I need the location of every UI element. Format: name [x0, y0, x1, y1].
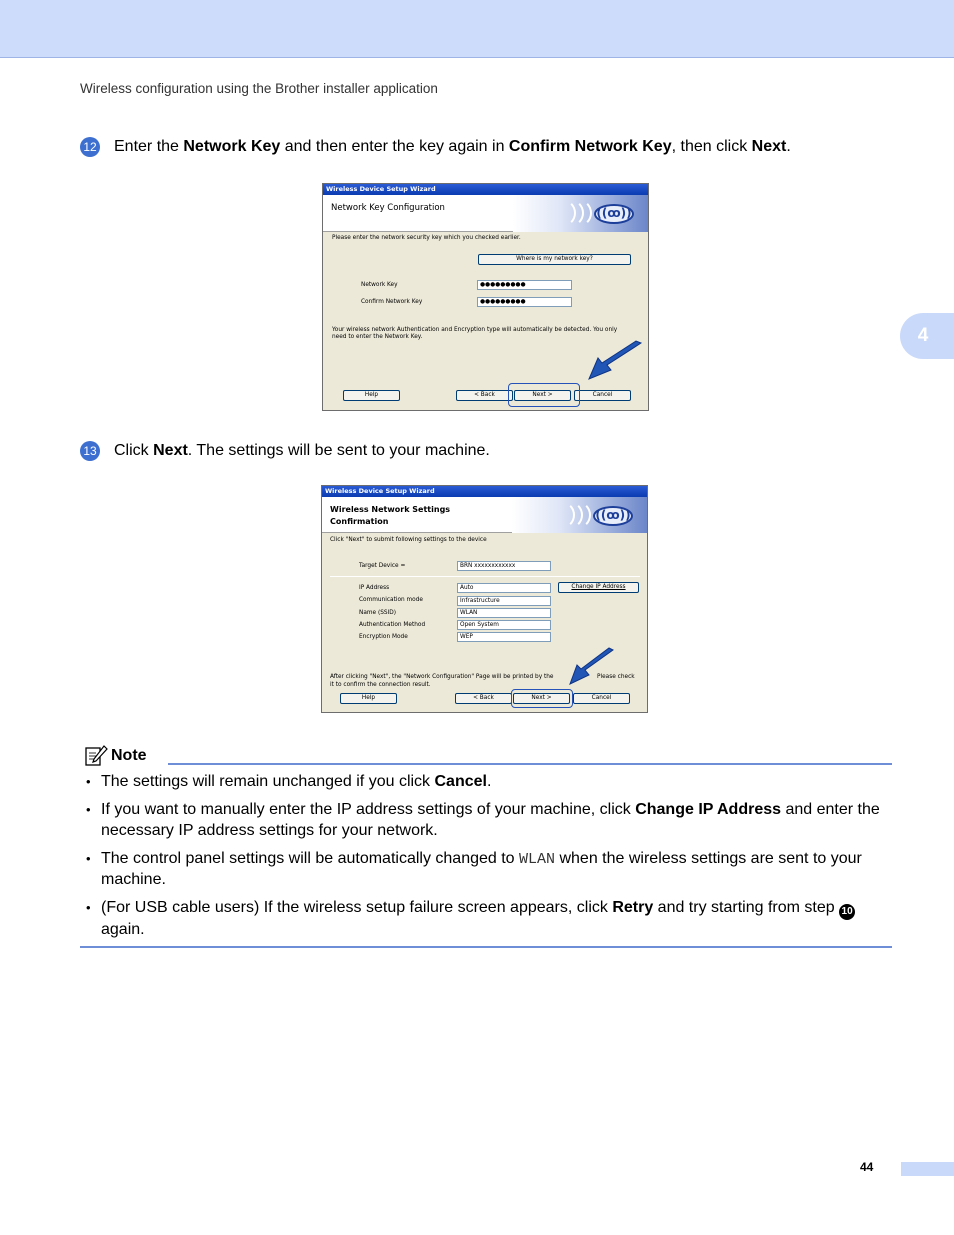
- help-button[interactable]: Help: [343, 390, 400, 401]
- note-bottom-rule: [80, 946, 892, 948]
- network-key-label: Network Key: [361, 282, 398, 288]
- row-value: Infrastructure: [457, 596, 551, 606]
- dialog-heading-1: Wireless Network Settings: [330, 505, 451, 514]
- row-label: Name (SSID): [359, 610, 397, 616]
- step-text: Click Next. The settings will be sent to your machine.: [114, 442, 490, 459]
- row-label: Communication mode: [359, 597, 423, 603]
- arrow-icon: [567, 646, 617, 688]
- dialog-instruction: Please enter the network security key which you checked earlier.: [332, 235, 521, 241]
- row-label: IP Address: [359, 585, 390, 591]
- row-label: Encryption Mode: [359, 634, 408, 640]
- page-number-bar: [901, 1162, 954, 1176]
- note-rule: [168, 763, 892, 765]
- change-ip-button[interactable]: Change IP Address: [558, 582, 639, 593]
- row-value: WLAN: [457, 608, 551, 618]
- list-item: • (For USB cable users) If the wireless setup failure screen appears, click Retry and try starting from step 10 again.: [84, 898, 894, 941]
- row-label: Authentication Method: [359, 622, 426, 628]
- step-number-badge: 12: [80, 137, 100, 157]
- footer-line-1b: Please check: [597, 674, 635, 680]
- note-list: [84, 772, 894, 948]
- where-is-key-button[interactable]: Where is my network key?: [478, 254, 631, 265]
- cancel-button[interactable]: Cancel: [574, 390, 631, 401]
- dialog-instruction: Click "Next" to submit following settings to the device: [330, 537, 487, 543]
- dialog-heading-2: Confirmation: [330, 517, 389, 526]
- info-line-1: Your wireless network Authentication and Encryption type will automatically be detected. You only: [332, 327, 618, 333]
- page-number: 44: [860, 1160, 874, 1174]
- note-title: Note: [111, 747, 147, 764]
- note-pencil-icon: [84, 745, 108, 767]
- step-number-badge: 13: [80, 441, 100, 461]
- row-value: Auto: [457, 583, 551, 593]
- footer-line-1: After clicking "Next", the "Network Configuration" Page will be printed by the: [330, 674, 554, 680]
- target-device-label: Target Device =: [359, 563, 406, 569]
- divider: [330, 576, 640, 577]
- back-button[interactable]: < Back: [456, 390, 513, 401]
- network-key-input[interactable]: ●●●●●●●●●: [477, 280, 572, 290]
- confirm-key-label: Confirm Network Key: [361, 299, 423, 305]
- row-value: Open System: [457, 620, 551, 630]
- wireless-logo-icon: ((ꝏ)): [513, 195, 648, 232]
- step-13: [80, 441, 490, 461]
- confirm-key-input[interactable]: ●●●●●●●●●: [477, 297, 572, 307]
- step-text: Enter the Network Key and then enter the key again in Confirm Network Key, then click Next.: [114, 138, 791, 155]
- chapter-tab: 4: [900, 313, 954, 359]
- cancel-button[interactable]: Cancel: [573, 693, 630, 704]
- help-button[interactable]: Help: [340, 693, 397, 704]
- list-item: • The settings will remain unchanged if you click Cancel.: [84, 772, 894, 793]
- step-12: [80, 137, 791, 157]
- step-reference-badge: 10: [839, 904, 855, 920]
- list-item: • The control panel settings will be automatically changed to WLAN when the wireless settings are sent to your machine.: [84, 849, 894, 891]
- dialog-title: Wireless Device Setup Wizard: [323, 184, 648, 195]
- info-line-2: need to enter the Network Key.: [332, 334, 423, 340]
- running-head: Wireless configuration using the Brother installer application: [80, 81, 438, 96]
- dialog-heading: Network Key Configuration: [331, 203, 445, 213]
- next-button[interactable]: Next >: [514, 390, 571, 401]
- footer-line-2: it to confirm the connection result.: [330, 682, 431, 688]
- dialog-header: [322, 497, 647, 533]
- target-device-value: BRN xxxxxxxxxxxx: [457, 561, 551, 571]
- dialog-title: Wireless Device Setup Wizard: [322, 486, 647, 497]
- back-button[interactable]: < Back: [455, 693, 512, 704]
- confirmation-dialog: [321, 485, 648, 713]
- note-heading: [84, 745, 147, 767]
- network-key-dialog: [322, 183, 649, 411]
- next-highlight: [508, 383, 580, 407]
- dialog-header: [323, 195, 648, 232]
- wireless-logo-icon: ((ꝏ)): [512, 497, 647, 533]
- header-band: [0, 0, 954, 58]
- list-item: • If you want to manually enter the IP address settings of your machine, click Change IP Address and enter the necessary IP address settings for your network.: [84, 800, 894, 841]
- next-highlight: [511, 689, 573, 708]
- next-button[interactable]: Next >: [513, 693, 570, 704]
- arrow-icon: [585, 339, 645, 384]
- row-value: WEP: [457, 632, 551, 642]
